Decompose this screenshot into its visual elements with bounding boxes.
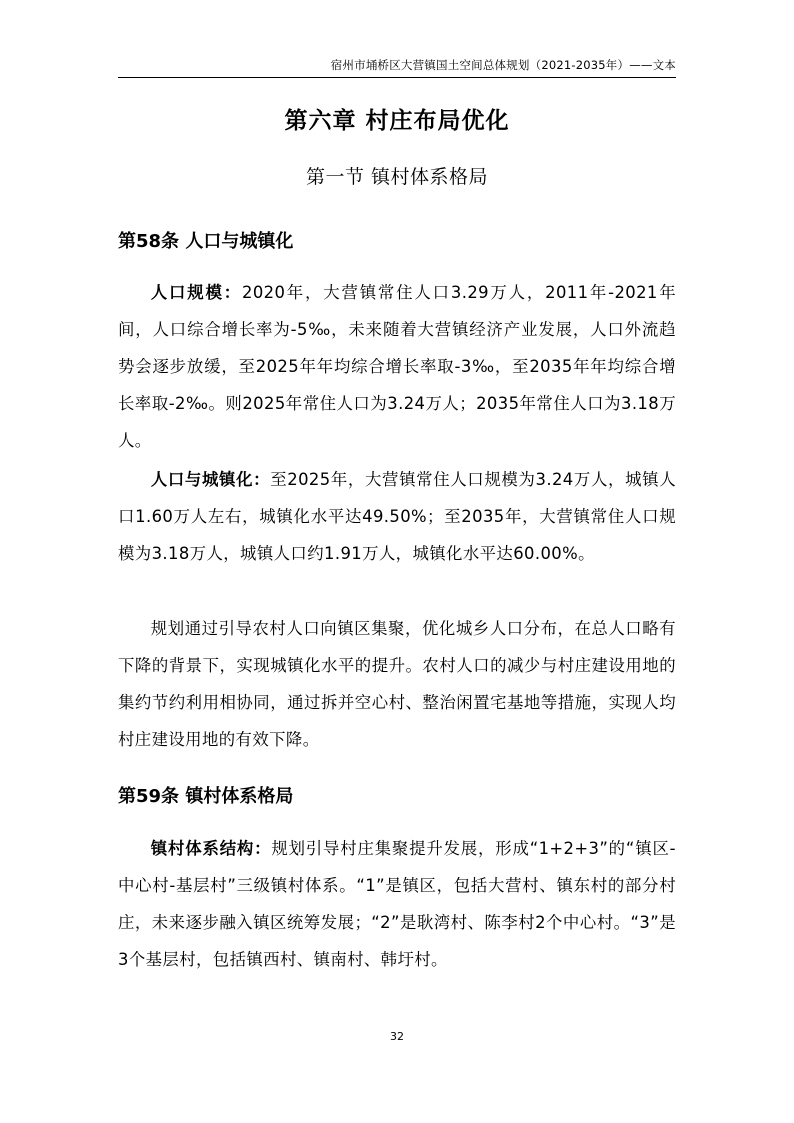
paragraph-text: 规划通过引导农村人口向镇区集聚，优化城乡人口分布，在总人口略有下降的背景下，实现城镇化水平的提升。农村人口的减少与村庄建设用地的集约节约利用相协同，通过拆并空心村、整治闲置宅基地等措施，实现人均村庄建设用地的有效下降。: [118, 619, 676, 749]
page-number: 32: [390, 1030, 404, 1043]
header-rule: [118, 77, 676, 78]
running-header: 宿州市埇桥区大营镇国土空间总体规划（2021-2035年）——文本: [330, 58, 676, 72]
article-58-paragraph-1: [118, 274, 676, 459]
paragraph-text: 2020年，大营镇常住人口3.29万人，2011年-2021年间，人口综合增长率为-5‰，未来随着大营镇经济产业发展，人口外流趋势会逐步放缓，至2025年年均综合增长率取-3‰，至2035年年均综合增长率取-2‰。则2025年常住人口为3.24万人；2035年常住人口为3.18万人。: [118, 283, 676, 450]
article-59-paragraph-1: [118, 830, 676, 978]
paragraph-lead: 镇村体系结构：: [150, 839, 272, 858]
article-58-paragraph-2: [118, 461, 676, 572]
paragraph-text: 至2025年，大营镇常住人口规模为3.24万人，城镇人口1.60万人左右，城镇化水平达49.50%；至2035年，大营镇常住人口规模为3.18万人，城镇人口约1.91万人，城镇化水平达60.00%。: [118, 470, 676, 563]
paragraph-lead: 人口与城镇化：: [150, 470, 271, 489]
chapter-title: 第六章 村庄布局优化: [284, 108, 510, 134]
paragraph-lead: 人口规模：: [150, 283, 242, 302]
article-58-title: 第58条 人口与城镇化: [118, 231, 294, 252]
article-58-paragraph-3: [118, 610, 676, 758]
section-title: 第一节 镇村体系格局: [305, 166, 489, 188]
article-59-title: 第59条 镇村体系格局: [118, 786, 294, 807]
paragraph-text: 规划引导村庄集聚提升发展，形成“1+2+3”的“镇区-中心村-基层村”三级镇村体系。“1”是镇区，包括大营村、镇东村的部分村庄，未来逐步融入镇区统筹发展；“2”是耿湾村、陈李村2个中心村。“3”是3个基层村，包括镇西村、镇南村、韩圩村。: [118, 839, 676, 969]
